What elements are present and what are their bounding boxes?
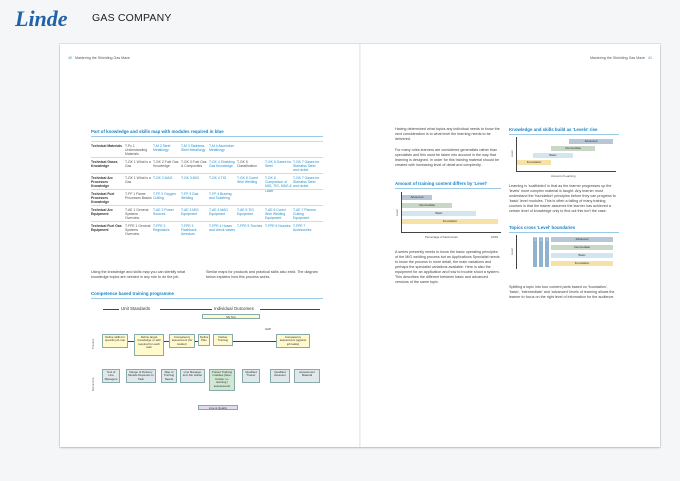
section-rule xyxy=(509,232,619,233)
ownership-side-label: Ownership xyxy=(91,377,95,391)
qualified-assessor-box: Qualified Assessor xyxy=(270,369,290,383)
amount-bar-basic: Basic xyxy=(402,211,476,216)
row-heading: Technical Gases Knowledge xyxy=(91,159,118,168)
table-row xyxy=(91,205,323,221)
topics-title: Topics cross 'Level' boundaries xyxy=(509,225,576,230)
arrow xyxy=(128,341,134,342)
tool-box: Tool of Line Managers xyxy=(102,369,120,383)
required-module-cell: T-AE 5 TIG Equipment xyxy=(237,207,254,216)
gap-label: GAP xyxy=(264,327,272,331)
table-row xyxy=(91,189,323,205)
page-fold xyxy=(359,44,361,447)
training-needs-box: Map of Training Needs xyxy=(161,369,177,383)
required-module-cell: T-M 2 Steel Metallurgy xyxy=(153,143,171,152)
line-quality-box: Line & Quality xyxy=(198,405,238,410)
kbs-step-advanced: Advanced xyxy=(569,139,613,144)
arrow xyxy=(164,341,169,342)
x-axis xyxy=(401,232,501,233)
amount-chart xyxy=(395,192,501,242)
required-module-cell: T-GK 2 MAG xyxy=(153,175,173,180)
required-module-cell: T-GK 3 MIG xyxy=(181,175,200,180)
page-header xyxy=(0,0,680,38)
required-module-cell: T-M 4 Aluminium Metallurgy xyxy=(209,143,235,152)
kbs-chart xyxy=(509,137,619,181)
required-module-cell: T-AE 7 Plasma Cutting Equipment xyxy=(293,207,316,221)
table-row xyxy=(91,221,323,237)
qualified-trainer-box: Qualified Trainer xyxy=(242,369,260,383)
row-heading: Technical Materials xyxy=(91,143,123,148)
bracket-line xyxy=(160,309,212,310)
bracket-line xyxy=(103,309,119,310)
right-page-number: 41 xyxy=(648,56,652,60)
topic-column-2: Topic 2 xyxy=(539,237,543,267)
section-rule xyxy=(509,134,619,135)
competency-job-box: Competency assessment (against job tasks) xyxy=(276,334,310,348)
left-running-title: Mastering the Shielding Gas Maze xyxy=(75,56,130,60)
line-manager-box: Line Manager and Job Holder xyxy=(180,369,205,383)
amount-x-label: Percentage of basic levels xyxy=(425,235,458,239)
module-cell: T-Pc 1 Understanding Materials xyxy=(125,143,148,157)
intro-paragraph: Having determined what topics any individual needs to know the next consideration is to what level the learning needs to be delivered. xyxy=(395,127,500,141)
topics-paragraph: Splitting a topic into four content parts based on 'foundation', 'basic', 'intermediate' and 'advanced' levels of learning allows the learner to focus on the right level of information for the audience. xyxy=(509,285,615,299)
amount-x-end: 100% xyxy=(491,235,499,239)
assessment-material-box: Assessment Material xyxy=(294,369,320,383)
module-cell: T-GK 3 Fuel Gas & Composites xyxy=(181,159,207,168)
y-axis xyxy=(516,235,517,269)
required-module-cell: T-AE 4 MAG Equipment xyxy=(209,207,229,216)
y-axis xyxy=(516,137,517,171)
levels-paragraph: A series presently needs to know the basic operating principles of the MIG welding process but an Applications Specialist needs to know the process in more detail, the main variations and perhaps the specialist variations available. Here is also the equipment for an application and how to trouble shoot a system. This describes the different between basic and advanced versions of the same topic. xyxy=(395,250,500,284)
required-module-cell: T-GK 7 Gases for Stainless Steel and nickel xyxy=(293,159,320,173)
competence-diagram xyxy=(88,307,328,414)
amount-title: Amount of training content differs by 'Level' xyxy=(395,181,487,186)
row-heading: Technical Arc Equipment xyxy=(91,207,113,216)
delivery-models-box: Range of Delivery Models Depends on Task xyxy=(126,369,156,383)
topics-y-label: Level xyxy=(510,248,514,255)
table-row xyxy=(91,157,323,173)
required-module-cell: T-GK 4 TIG xyxy=(209,175,227,180)
required-module-cell: T-AE 6 Cored Wire Welding Equipment xyxy=(265,207,286,221)
required-module-cell: T-FPE 7 Accessories xyxy=(293,223,312,232)
define-plan-box: Define Plan xyxy=(198,334,210,346)
required-module-cell: T-FPE 2 Regulators xyxy=(153,223,170,232)
row-heading: Technical Fuel Processes Knowledge xyxy=(91,191,115,205)
required-module-cell: T-GK 7 Gases for Stainless Steel and nickel xyxy=(293,175,320,189)
required-module-cell: T-GK 5 Cored Wire Welding xyxy=(237,175,258,184)
competency-assessment-box: Competency assessment (for Holder) xyxy=(169,334,195,348)
left-page-number: 40 xyxy=(68,56,72,60)
module-cell: T-GK 1 What is a Gas xyxy=(125,175,151,184)
skills-map-title: Part of knowledge and skills map with modules required in blue xyxy=(91,129,224,134)
kbs-step-foundation: Foundation xyxy=(517,160,551,165)
amount-bar-foundation: Foundation xyxy=(402,219,498,224)
kbs-x-label: Amount of Learning xyxy=(551,174,576,178)
kbs-title: Knowledge and skills build as 'Levels' rise xyxy=(509,127,598,132)
x-axis xyxy=(516,171,616,172)
topics-chart xyxy=(509,235,619,279)
arrow xyxy=(233,341,276,342)
module-cell: T-GK 5 Classification xyxy=(237,159,257,168)
required-module-cell: T-FP 3 Gas Welding xyxy=(181,191,199,200)
svg-text:Linde: Linde xyxy=(15,6,68,31)
individual-outcomes-label: Individual Outcomes xyxy=(214,306,254,311)
unit-standards-label: Unit Standards xyxy=(121,306,151,311)
kbs-y-label: Level xyxy=(510,150,514,157)
required-module-cell: T-M 3 Stainless Steel Metallurgy xyxy=(181,143,206,152)
trainer-modules-box: Trainer Training modules (face-to-face / e-learning / assessment) xyxy=(209,369,235,391)
diagram-title: Competence based training programme xyxy=(91,291,174,296)
topic-column-1: Topic 1 xyxy=(533,237,537,267)
right-running-head xyxy=(590,56,652,60)
process-side-label: Process xyxy=(91,338,95,349)
amount-bar-advanced: Advanced xyxy=(402,195,432,200)
required-module-cell: T-FP 2 Oxygen Cutting xyxy=(153,191,176,200)
document-spread xyxy=(60,44,660,447)
module-cell: T-AE 1 General Systems Overview xyxy=(125,207,149,221)
map-paragraph-left: Using the knowledge and skills map you can identify what knowledge topics are needed in any role to do the job. xyxy=(91,270,186,279)
map-paragraph-right: Similar maps for products and practical skills also exist. The diagram below explains how this process works. xyxy=(206,270,318,279)
required-module-cell: T-FPE 3 Flashback Arrestors xyxy=(181,223,197,237)
required-module-cell: T-FPE 6 Nozzles xyxy=(265,223,291,228)
generalist-paragraph: For many roles learners are considered generalists rather than specialists and this must be taken into account in the way that learning is designed. In order for this training material should be created with increasing level of detail and complexity. xyxy=(395,148,499,167)
linde-logo xyxy=(14,5,72,33)
topic-column-3: Topic 3 xyxy=(545,237,549,267)
topics-step-advanced: Advanced xyxy=(551,237,613,242)
table-row xyxy=(91,173,323,193)
define-skills-box: Define skills for specific job role xyxy=(102,334,128,348)
company-name: GAS COMPANY xyxy=(92,12,172,24)
topics-step-foundation: Foundation xyxy=(551,261,613,266)
amount-y-label: Level xyxy=(395,209,399,216)
topics-step-intermediate: Intermediate xyxy=(551,245,613,250)
define-knowledge-box: Define target knowledge or skill required for each task xyxy=(134,334,164,356)
kbs-step-basic: Basic xyxy=(533,153,573,158)
table-row xyxy=(91,141,323,157)
bracket-line xyxy=(260,309,320,310)
section-rule xyxy=(395,188,501,189)
my-top-box: My Top xyxy=(202,314,260,319)
module-cell: T-FPE 1 General Systems Overview xyxy=(125,223,151,237)
scaffold-paragraph: Learning is 'scaffolded' in that as the learner progresses up the 'levels' more complex material is taught. Any learner must understand the 'foundation' principles before they can progress to 'basic' level modules. This is often a failing of many training courses in that the trainer assumes the learner has achieved a certain level of knowledge only to find out this isn't the case. xyxy=(509,184,616,213)
kbs-step-intermediate: Intermediate xyxy=(551,146,595,151)
required-module-cell: T-GK 6 Comparison of MIG, TIG, MAG & Laser xyxy=(265,175,292,193)
arrow xyxy=(195,341,198,342)
module-cell: T-GK 2 Fuel Gas Knowledge xyxy=(153,159,179,168)
skills-map-table xyxy=(91,141,323,237)
deliver-training-box: Deliver Training xyxy=(213,334,233,346)
section-rule xyxy=(91,298,323,299)
required-module-cell: T-FPE 5 Torches xyxy=(237,223,263,228)
required-module-cell: T-FP 4 Brazing and Soldering xyxy=(209,191,232,200)
required-module-cell: T-AE 3 MIG Equipment xyxy=(181,207,199,216)
amount-bar-intermediate: Intermediate xyxy=(402,203,452,208)
required-module-cell: T-GK 4 Shielding Gas Knowledge xyxy=(209,159,235,168)
module-cell: T-FP 1 Flame Processes Basics xyxy=(125,191,152,200)
required-module-cell: T-GK 6 Gases for Steel xyxy=(265,159,292,168)
module-cell: T-GK 1 What is a Gas xyxy=(125,159,151,168)
section-rule xyxy=(91,136,323,137)
required-module-cell: T-FPE 4 Hoses and check valves xyxy=(209,223,236,232)
row-heading: Technical Fuel Gas Equipment xyxy=(91,223,122,232)
row-heading: Technical Arc Processes Knowledge xyxy=(91,175,113,189)
left-running-head xyxy=(68,56,130,60)
required-module-cell: T-AE 2 Power Sources xyxy=(153,207,174,216)
right-running-title: Mastering the Shielding Gas Maze xyxy=(590,56,645,60)
topics-step-basic: Basic xyxy=(551,253,613,258)
